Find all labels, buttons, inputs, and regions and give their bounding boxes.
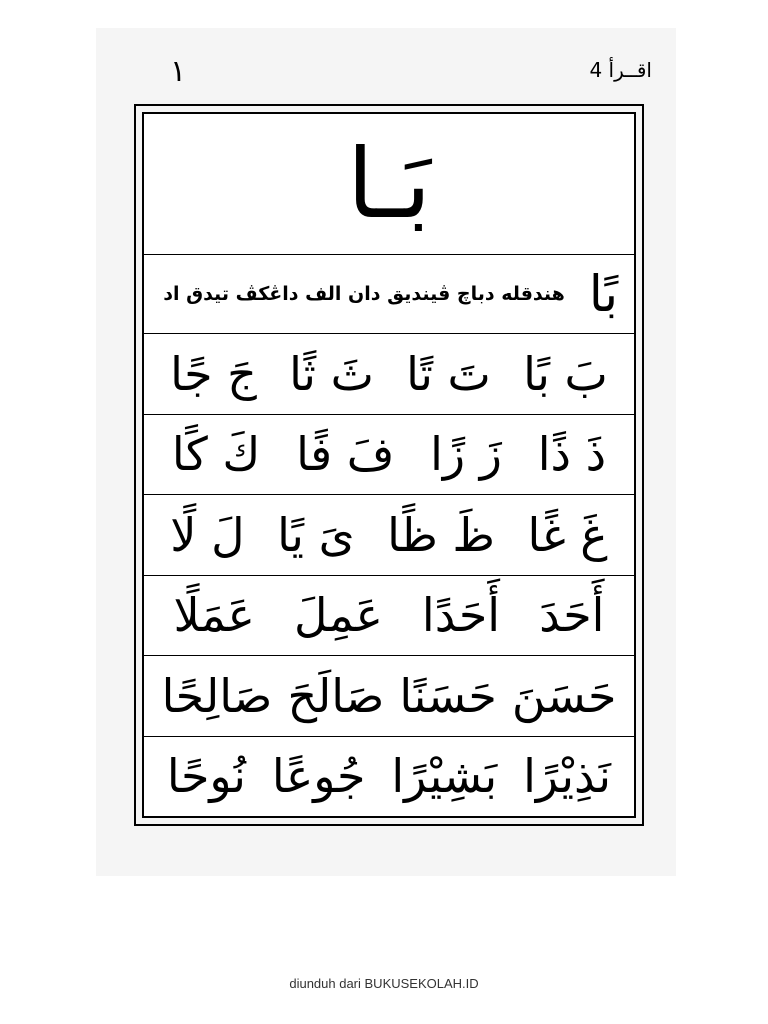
word-cell: أَحَدَ <box>539 588 605 643</box>
word-cell: نَذِيْرًا <box>523 749 612 804</box>
letter-cell: زَ زًا <box>430 427 502 482</box>
letter-cell: ىَ يًا <box>277 507 355 562</box>
word-cell: جُوعًا <box>271 749 366 804</box>
lesson-frame <box>134 104 644 826</box>
word-cell: نُوحًا <box>166 749 246 804</box>
word-cell: صَالِحًا <box>161 668 273 723</box>
letter-cell: تَ تًا <box>406 346 491 401</box>
footer-credit: diunduh dari BUKUSEKOLAH.ID <box>289 976 479 991</box>
letter-cell: فَ فًا <box>296 427 395 482</box>
letter-cell: بَ بًا <box>523 346 608 401</box>
letter-row <box>144 495 634 576</box>
word-row <box>144 737 634 817</box>
page-header <box>96 52 676 92</box>
instruction-glyph: بًا <box>588 265 618 323</box>
letter-cell: ﻙَ كًا <box>171 427 261 482</box>
word-cell: حَسَنًا <box>399 668 497 723</box>
word-cell: أَحَدًا <box>421 588 501 643</box>
letter-row <box>144 334 634 415</box>
letter-row <box>144 415 634 496</box>
word-cell: بَشِيْرًا <box>391 749 498 804</box>
letter-cell: ظَ ظًا <box>387 507 495 562</box>
page-number: ١ <box>170 54 187 89</box>
lesson-frame-inner <box>142 112 636 818</box>
word-row <box>144 656 634 737</box>
word-cell: حَسَنَ <box>511 668 617 723</box>
letter-cell: ذَ ذًا <box>537 427 607 482</box>
instruction-row <box>144 255 634 334</box>
book-title: اقــرأ 4 <box>589 58 652 82</box>
letter-cell: لَ لًا <box>170 507 245 562</box>
word-cell: عَمِلَ <box>294 588 383 643</box>
word-cell: عَمَلًا <box>173 588 255 643</box>
letter-cell: غَ غًا <box>527 507 608 562</box>
word-cell: صَالَحَ <box>287 668 385 723</box>
letter-cell: جَ جًا <box>170 346 257 401</box>
letter-cell: ثَ ثًا <box>289 346 374 401</box>
word-row <box>144 576 634 657</box>
instruction-text: هندقله دباچ ڤينديق دان الف داڠكڤ تيدق اد <box>163 283 565 305</box>
title-glyph: بَـا <box>346 128 432 240</box>
title-row <box>144 114 634 255</box>
